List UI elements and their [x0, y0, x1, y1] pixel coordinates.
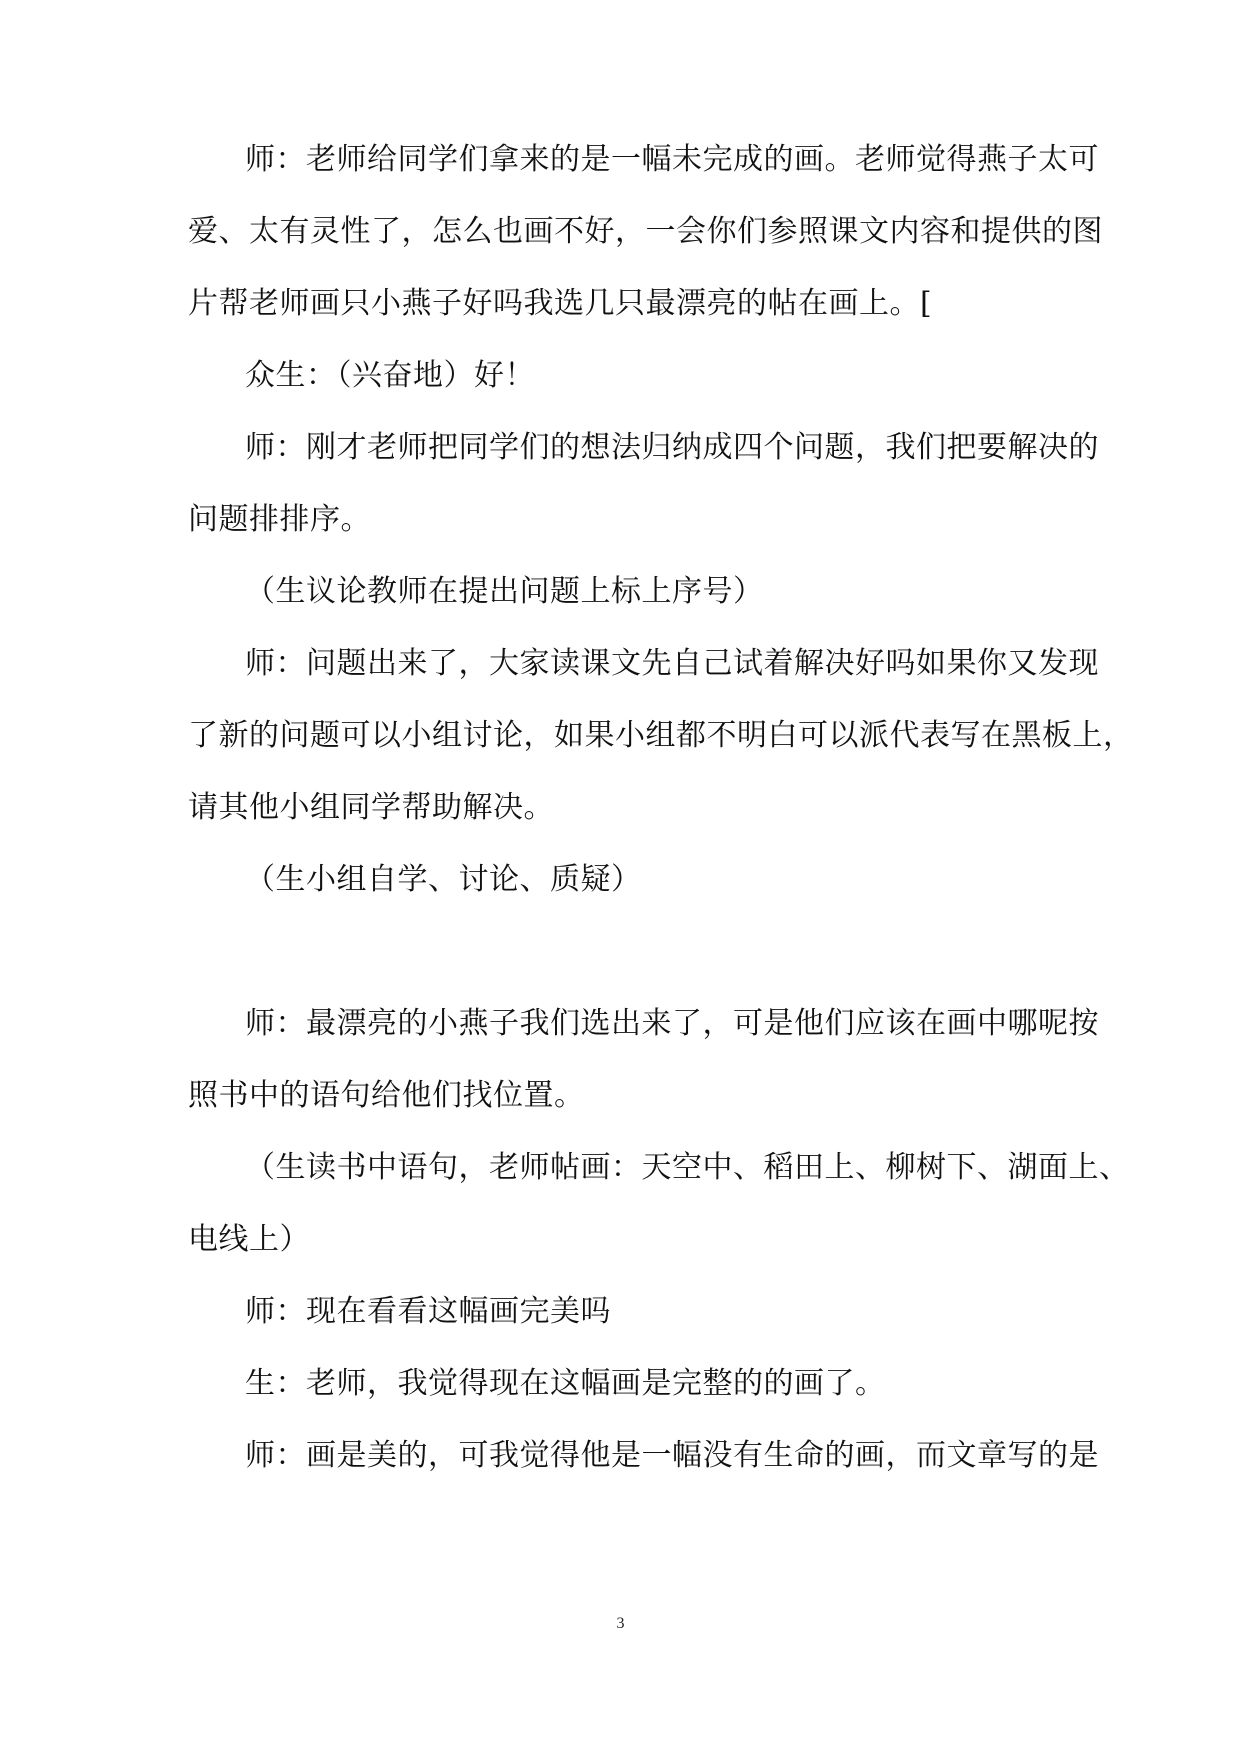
text-line: （生小组自学、讨论、质疑） [245, 862, 642, 897]
text-line: 生：老师，我觉得现在这幅画是完整的的画了。 [245, 1366, 886, 1401]
text-line: 爱、太有灵性了，怎么也画不好，一会你们参照课文内容和提供的图 [188, 214, 1103, 249]
text-line: 师：现在看看这幅画完美吗 [245, 1294, 611, 1329]
text-line: （生议论教师在提出问题上标上序号） [245, 574, 764, 609]
text-line: 问题排排序。 [188, 502, 371, 537]
text-line: 师：最漂亮的小燕子我们选出来了，可是他们应该在画中哪呢按 [245, 1006, 1099, 1041]
text-line: 了新的问题可以小组讨论，如果小组都不明白可以派代表写在黑板上， [188, 718, 1134, 753]
text-line: 众生：（兴奋地）好！ [245, 358, 535, 393]
text-line: 师：老师给同学们拿来的是一幅未完成的画。老师觉得燕子太可 [245, 142, 1099, 177]
text-line: 片帮老师画只小燕子好吗我选几只最漂亮的帖在画上。[ [188, 286, 933, 321]
text-line: （生读书中语句，老师帖画：天空中、稻田上、柳树下、湖面上、 [245, 1150, 1130, 1185]
text-line: 电线上） [188, 1222, 310, 1257]
text-line: 师：画是美的，可我觉得他是一幅没有生命的画，而文章写的是 [245, 1438, 1099, 1473]
page-number: 3 [616, 1615, 625, 1632]
text-line: 请其他小组同学帮助解决。 [188, 790, 554, 825]
text-line: 师：刚才老师把同学们的想法归纳成四个问题，我们把要解决的 [245, 430, 1099, 465]
text-line: 照书中的语句给他们找位置。 [188, 1078, 585, 1113]
text-line: 师：问题出来了，大家读课文先自己试着解决好吗如果你又发现 [245, 646, 1099, 681]
